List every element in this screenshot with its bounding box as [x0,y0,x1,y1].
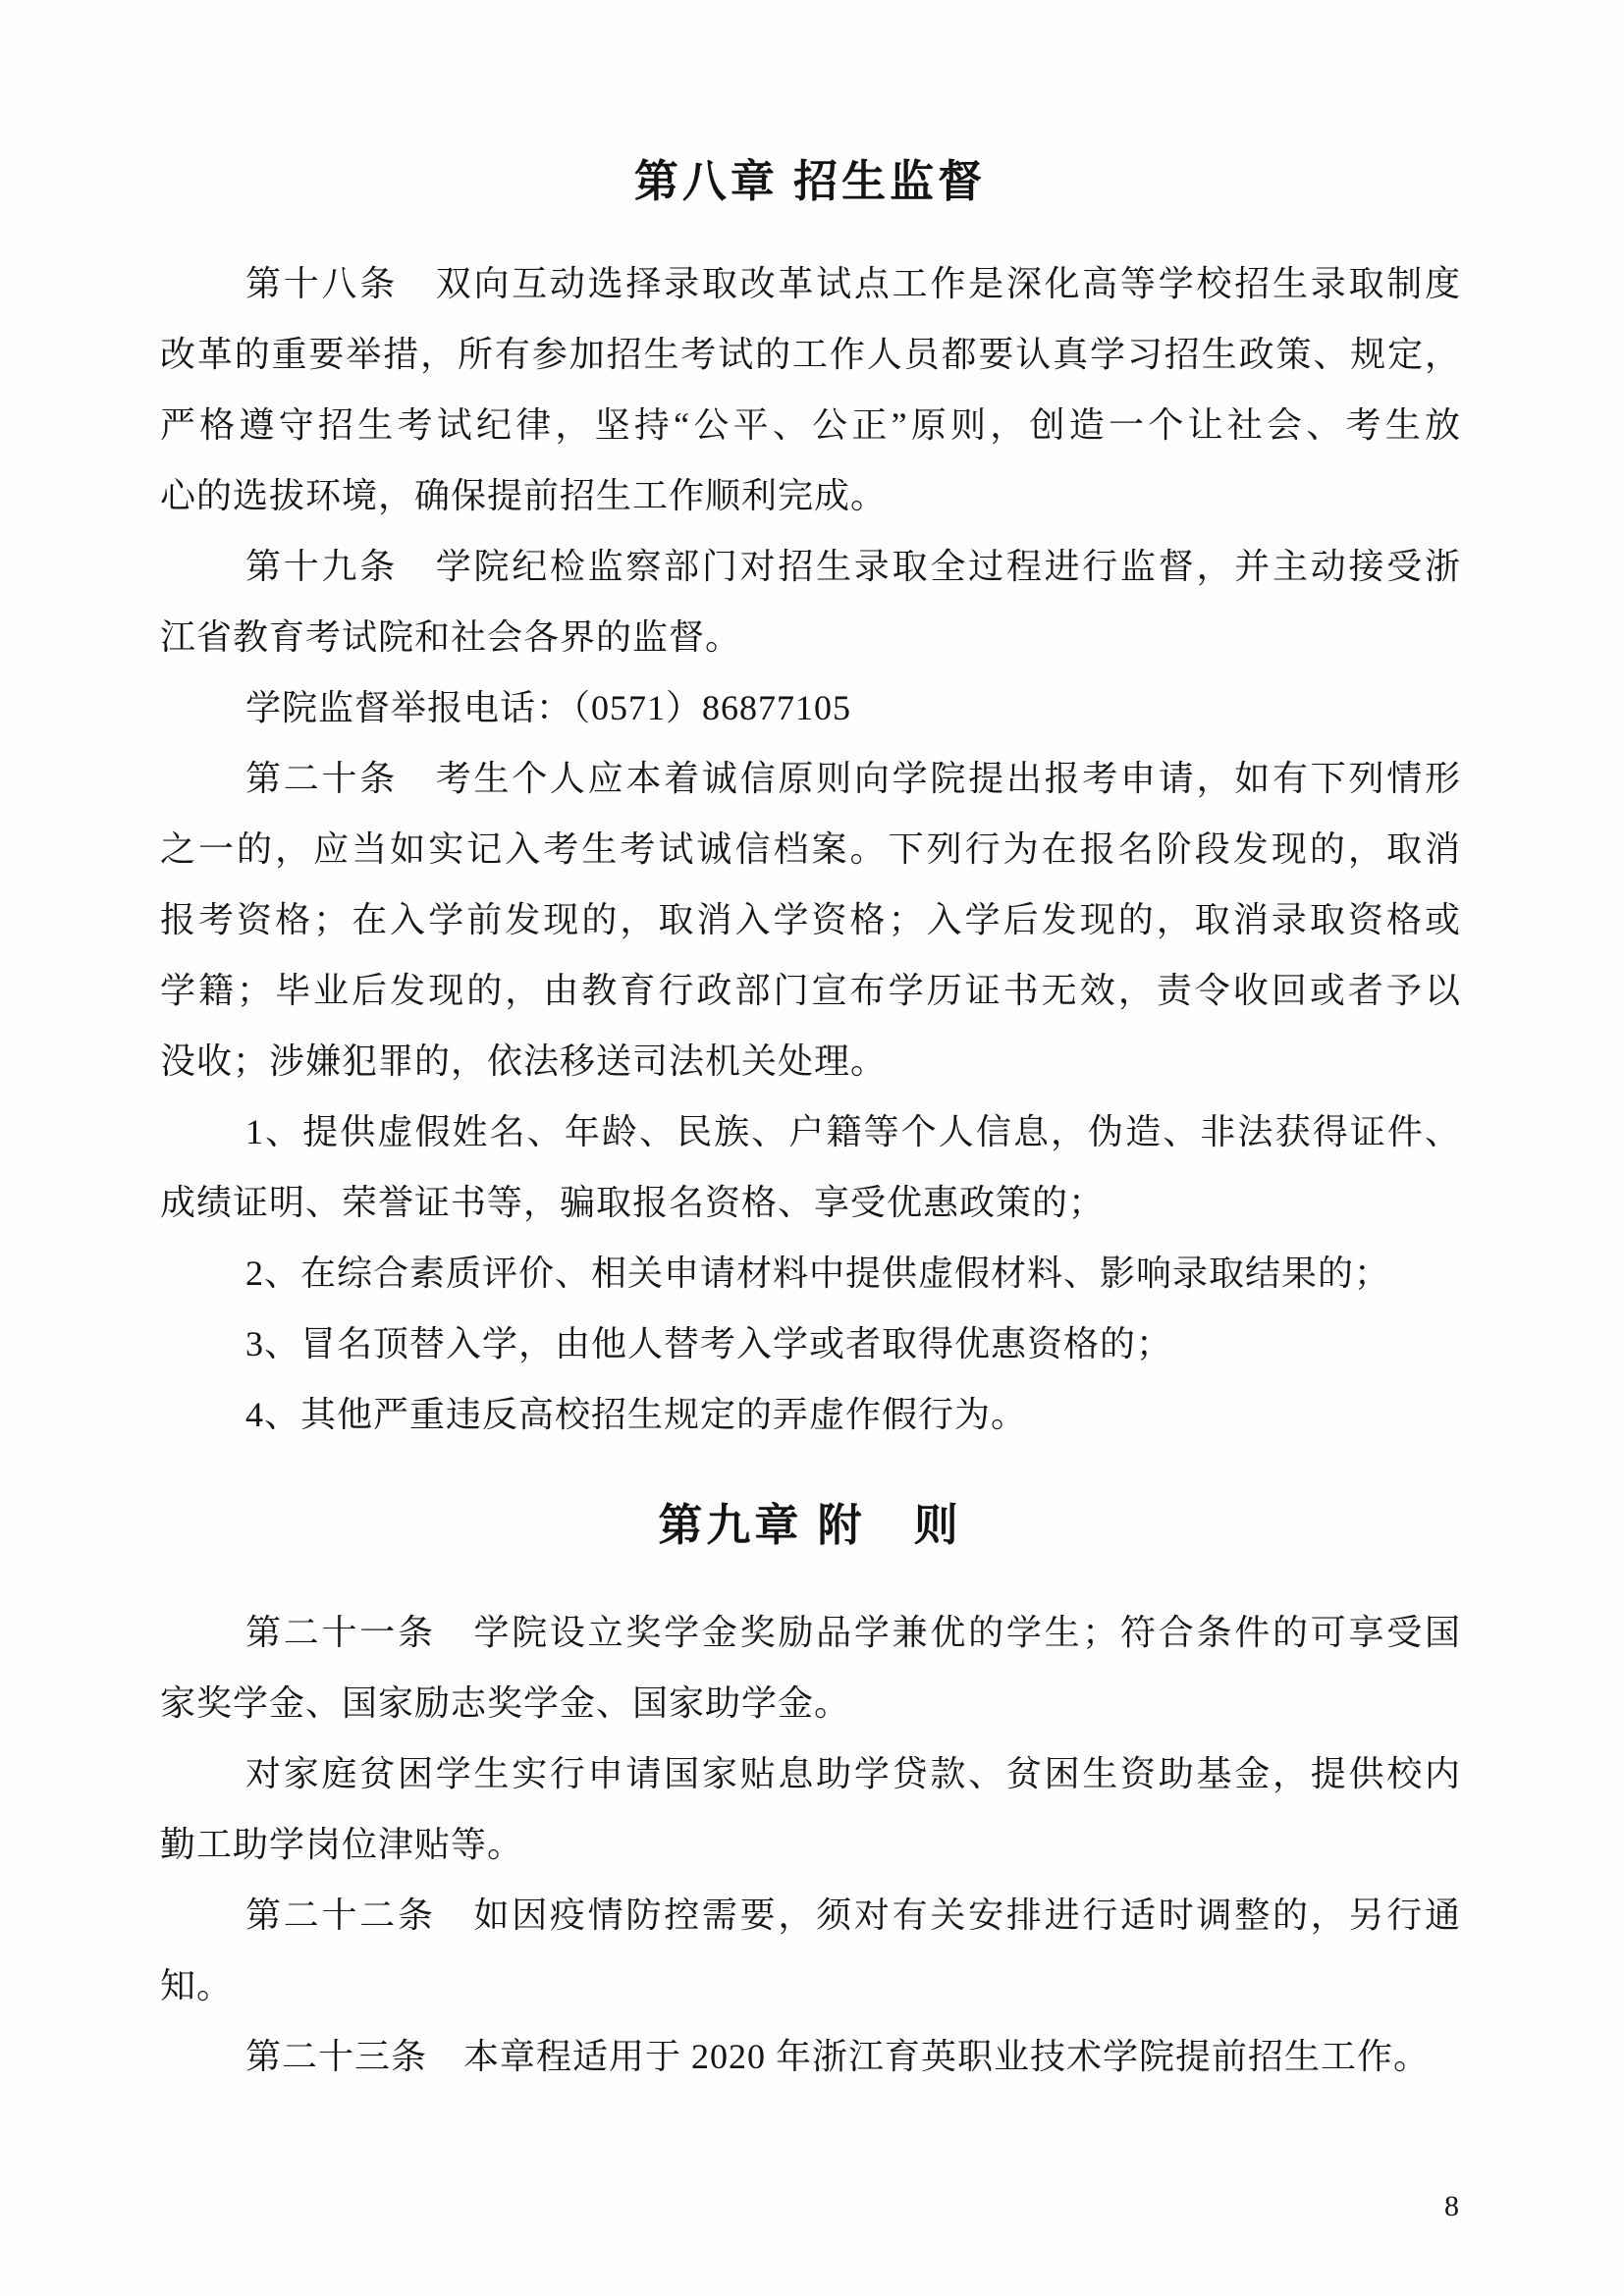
text-line: 第二十条 考生个人应本着诚信原则向学院提出报考申请，如有下列情形 [245,759,1460,798]
text-line: 2、在综合素质评价、相关申请材料中提供虚假材料、影响录取结果的； [245,1254,1391,1293]
text-line: 没收；涉嫌犯罪的，依法移送司法机关处理。 [160,1041,888,1081]
text-line: 第十九条 学院纪检监察部门对招生录取全过程进行监督，并主动接受浙 [245,547,1460,586]
page-number: 8 [1444,2190,1459,2222]
chapter9-body [160,1597,1460,2092]
text-line: 第二十三条 本章程适用于 2020 年浙江育英职业技术学院提前招生工作。 [245,2037,1431,2076]
text-line: 知。 [160,1966,234,2005]
text-line: 学院监督举报电话：（0571）86877105 [245,688,852,727]
text-line: 第二十二条 如因疫情防控需要，须对有关安排进行适时调整的，另行通 [245,1896,1460,1935]
chapter8-body [160,248,1460,1450]
text-line: 第二十一条 学院设立奖学金奖励品学兼优的学生；符合条件的可享受国 [245,1613,1460,1652]
text-line: 对家庭贫困学生实行申请国家贴息助学贷款、贫困生资助基金，提供校内 [245,1754,1460,1793]
text-line: 严格遵守招生考试纪律，坚持“公平、公正”原则，创造一个让社会、考生放 [160,405,1460,445]
text-line: 学籍；毕业后发现的，由教育行政部门宣布学历证书无效，责令收回或者予以 [160,971,1460,1010]
text-line: 成绩证明、荣誉证书等，骗取报名资格、享受优惠政策的； [160,1183,1106,1222]
text-line: 之一的，应当如实记入考生考试诚信档案。下列行为在报名阶段发现的，取消 [160,829,1460,869]
text-line: 报考资格；在入学前发现的，取消入学资格；入学后发现的，取消录取资格或 [160,900,1460,939]
text-line: 家奖学金、国家励志奖学金、国家助学金。 [160,1683,851,1723]
chapter9-heading: 第九章 附 则 [658,1501,962,1550]
text-line: 1、提供虚假姓名、年龄、民族、户籍等个人信息，伪造、非法获得证件、 [245,1112,1460,1151]
text-line: 勤工助学岗位津贴等。 [160,1825,524,1864]
chapter8-heading: 第八章 招生监督 [633,157,987,206]
text-line: 江省教育考试院和社会各界的监督。 [160,617,742,657]
text-line: 改革的重要举措，所有参加招生考试的工作人员都要认真学习招生政策、规定， [160,335,1460,374]
text-line: 4、其他严重违反高校招生规定的弄虚作假行为。 [245,1395,1028,1434]
text-line: 3、冒名顶替入学，由他人替考入学或者取得优惠资格的； [245,1324,1173,1363]
text-line: 第十八条 双向互动选择录取改革试点工作是深化高等学校招生录取制度 [245,264,1460,303]
text-line: 心的选拔环境，确保提前招生工作顺利完成。 [160,476,888,515]
